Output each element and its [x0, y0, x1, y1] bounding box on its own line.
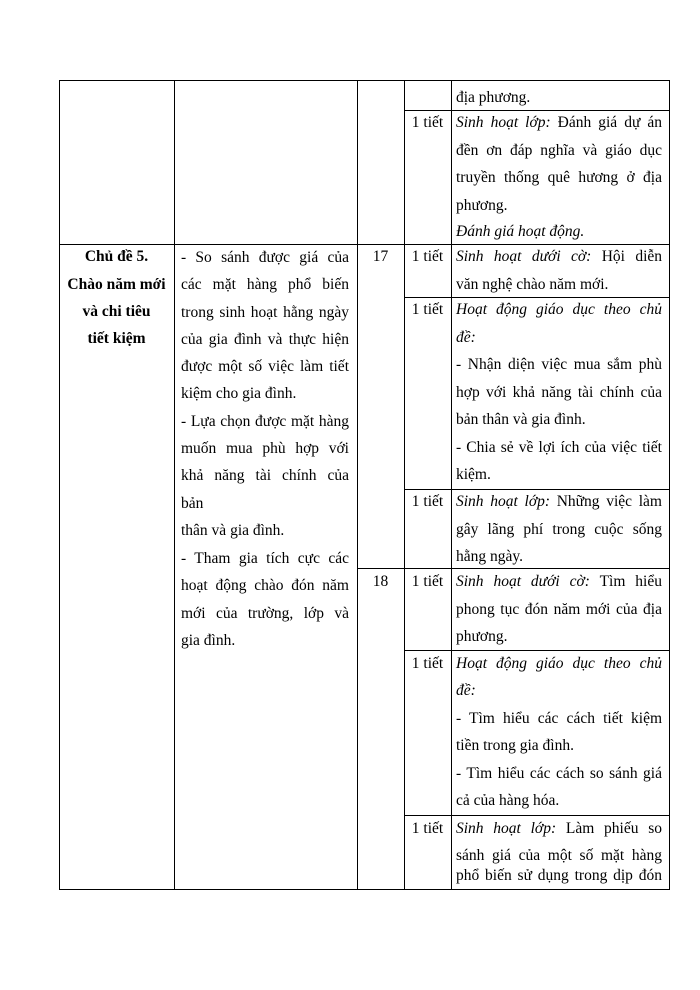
periods-cell: 1 tiết [411, 820, 444, 837]
cell-text: địa phương. [456, 89, 531, 106]
periods-cell: 1 tiết [411, 655, 444, 672]
requirement-line: hoạt động chào đón năm [181, 577, 349, 594]
cell-text: - Tìm hiểu các cách tiết kiệm [456, 710, 662, 727]
rule-bottom [59, 889, 670, 890]
col-border [357, 80, 358, 890]
col-border [404, 80, 405, 890]
cell-text: Đánh giá hoạt động. [456, 223, 585, 240]
topic-title: tiết kiệm [87, 330, 146, 347]
requirement-line: bản [181, 495, 204, 512]
topic-title: Chào năm mới [67, 276, 166, 293]
cell-text: đề: [456, 329, 476, 346]
cell-text: - Nhận diện việc mua sắm phù [456, 356, 662, 373]
cell-label: Sinh hoạt dưới cờ: [456, 573, 590, 590]
cell-text: phương. [456, 197, 508, 214]
requirement-line: - Tham gia tích cực các [181, 550, 349, 567]
cell-text: cả của hàng hóa. [456, 792, 560, 809]
cell-text: - Tìm hiểu các cách so sánh giá [456, 765, 662, 782]
requirement-line: khả năng tài chính của [181, 467, 349, 484]
cell-text: kiệm. [456, 466, 491, 483]
rule-top [59, 80, 670, 81]
requirement-line: muốn mua phù hợp với [181, 440, 349, 457]
cell-text [456, 243, 662, 270]
week-number: 17 [372, 248, 389, 265]
cell-text: bản thân và gia đình. [456, 411, 586, 428]
col-border [669, 80, 670, 890]
requirement-line: trong sinh hoạt hằng ngày [181, 304, 349, 321]
cell-text [456, 815, 662, 842]
cell-text: phổ biến sử dụng trong dịp đón [456, 867, 662, 884]
cell-text: hợp với khả năng tài chính của [456, 384, 662, 401]
cell-text: truyền thống quê hương ở địa [456, 169, 662, 186]
cell-text: hằng ngày. [456, 548, 524, 565]
cell-label: Sinh hoạt lớp: [456, 114, 551, 131]
cell-text: Hoạt động giáo dục theo chủ [456, 301, 662, 318]
cell-text: đền ơn đáp nghĩa và giáo dục [456, 142, 662, 159]
week-number: 18 [372, 573, 389, 590]
periods-cell: 1 tiết [411, 493, 444, 510]
cell-text [456, 109, 662, 136]
cell-text [456, 488, 662, 515]
cell-text: phong tục đón năm mới của địa [456, 601, 662, 618]
requirement-line: - So sánh được giá của [181, 249, 349, 266]
periods-cell: 1 tiết [411, 248, 444, 265]
topic-title: Chủ đề 5. [84, 248, 149, 265]
requirement-line: của gia đình và thực hiện [181, 331, 349, 348]
cell-text: văn nghệ chào năm mới. [456, 276, 609, 293]
requirement-line: các mặt hàng phổ biến [181, 276, 349, 293]
periods-cell: 1 tiết [411, 573, 444, 590]
cell-text: tiền trong gia đình. [456, 737, 574, 754]
cell-text: phương. [456, 628, 508, 645]
cell-text: Hoạt động giáo dục theo chủ [456, 655, 662, 672]
cell-text-run: Đánh giá dự án [550, 114, 662, 131]
cell-label: Sinh hoạt lớp: [456, 820, 557, 837]
cell-text: đề: [456, 682, 476, 699]
requirement-line: kiệm cho gia đình. [181, 385, 297, 402]
cell-label: Sinh hoạt dưới cờ: [456, 248, 592, 265]
requirement-line: gia đình. [181, 632, 236, 649]
cell-text: - Chia sẻ về lợi ích của việc tiết [456, 439, 662, 456]
requirement-line: được một số việc làm tiết [181, 358, 349, 375]
topic-title: và chi tiêu [82, 303, 151, 320]
cell-text: gây lãng phí trong cuộc sống [456, 521, 662, 538]
cell-text-run: Làm phiếu so [556, 820, 662, 837]
periods-cell: 1 tiết [411, 301, 444, 318]
requirement-line: - Lựa chọn được mặt hàng [181, 413, 349, 430]
requirement-line: mới của trường, lớp và [181, 605, 349, 622]
periods-cell: 1 tiết [411, 114, 444, 131]
col-border [451, 80, 452, 890]
cell-label: Sinh hoạt lớp: [456, 493, 550, 510]
col-border [59, 80, 60, 890]
cell-text-run: Hội diễn [591, 248, 663, 265]
requirement-line: thân và gia đình. [181, 522, 285, 539]
cell-text: sánh giá của một số mặt hàng [456, 847, 662, 864]
col-border [174, 80, 175, 890]
cell-text [456, 568, 662, 595]
cell-text-run: Những việc làm [550, 493, 662, 510]
cell-text-run: Tìm hiểu [589, 573, 662, 590]
